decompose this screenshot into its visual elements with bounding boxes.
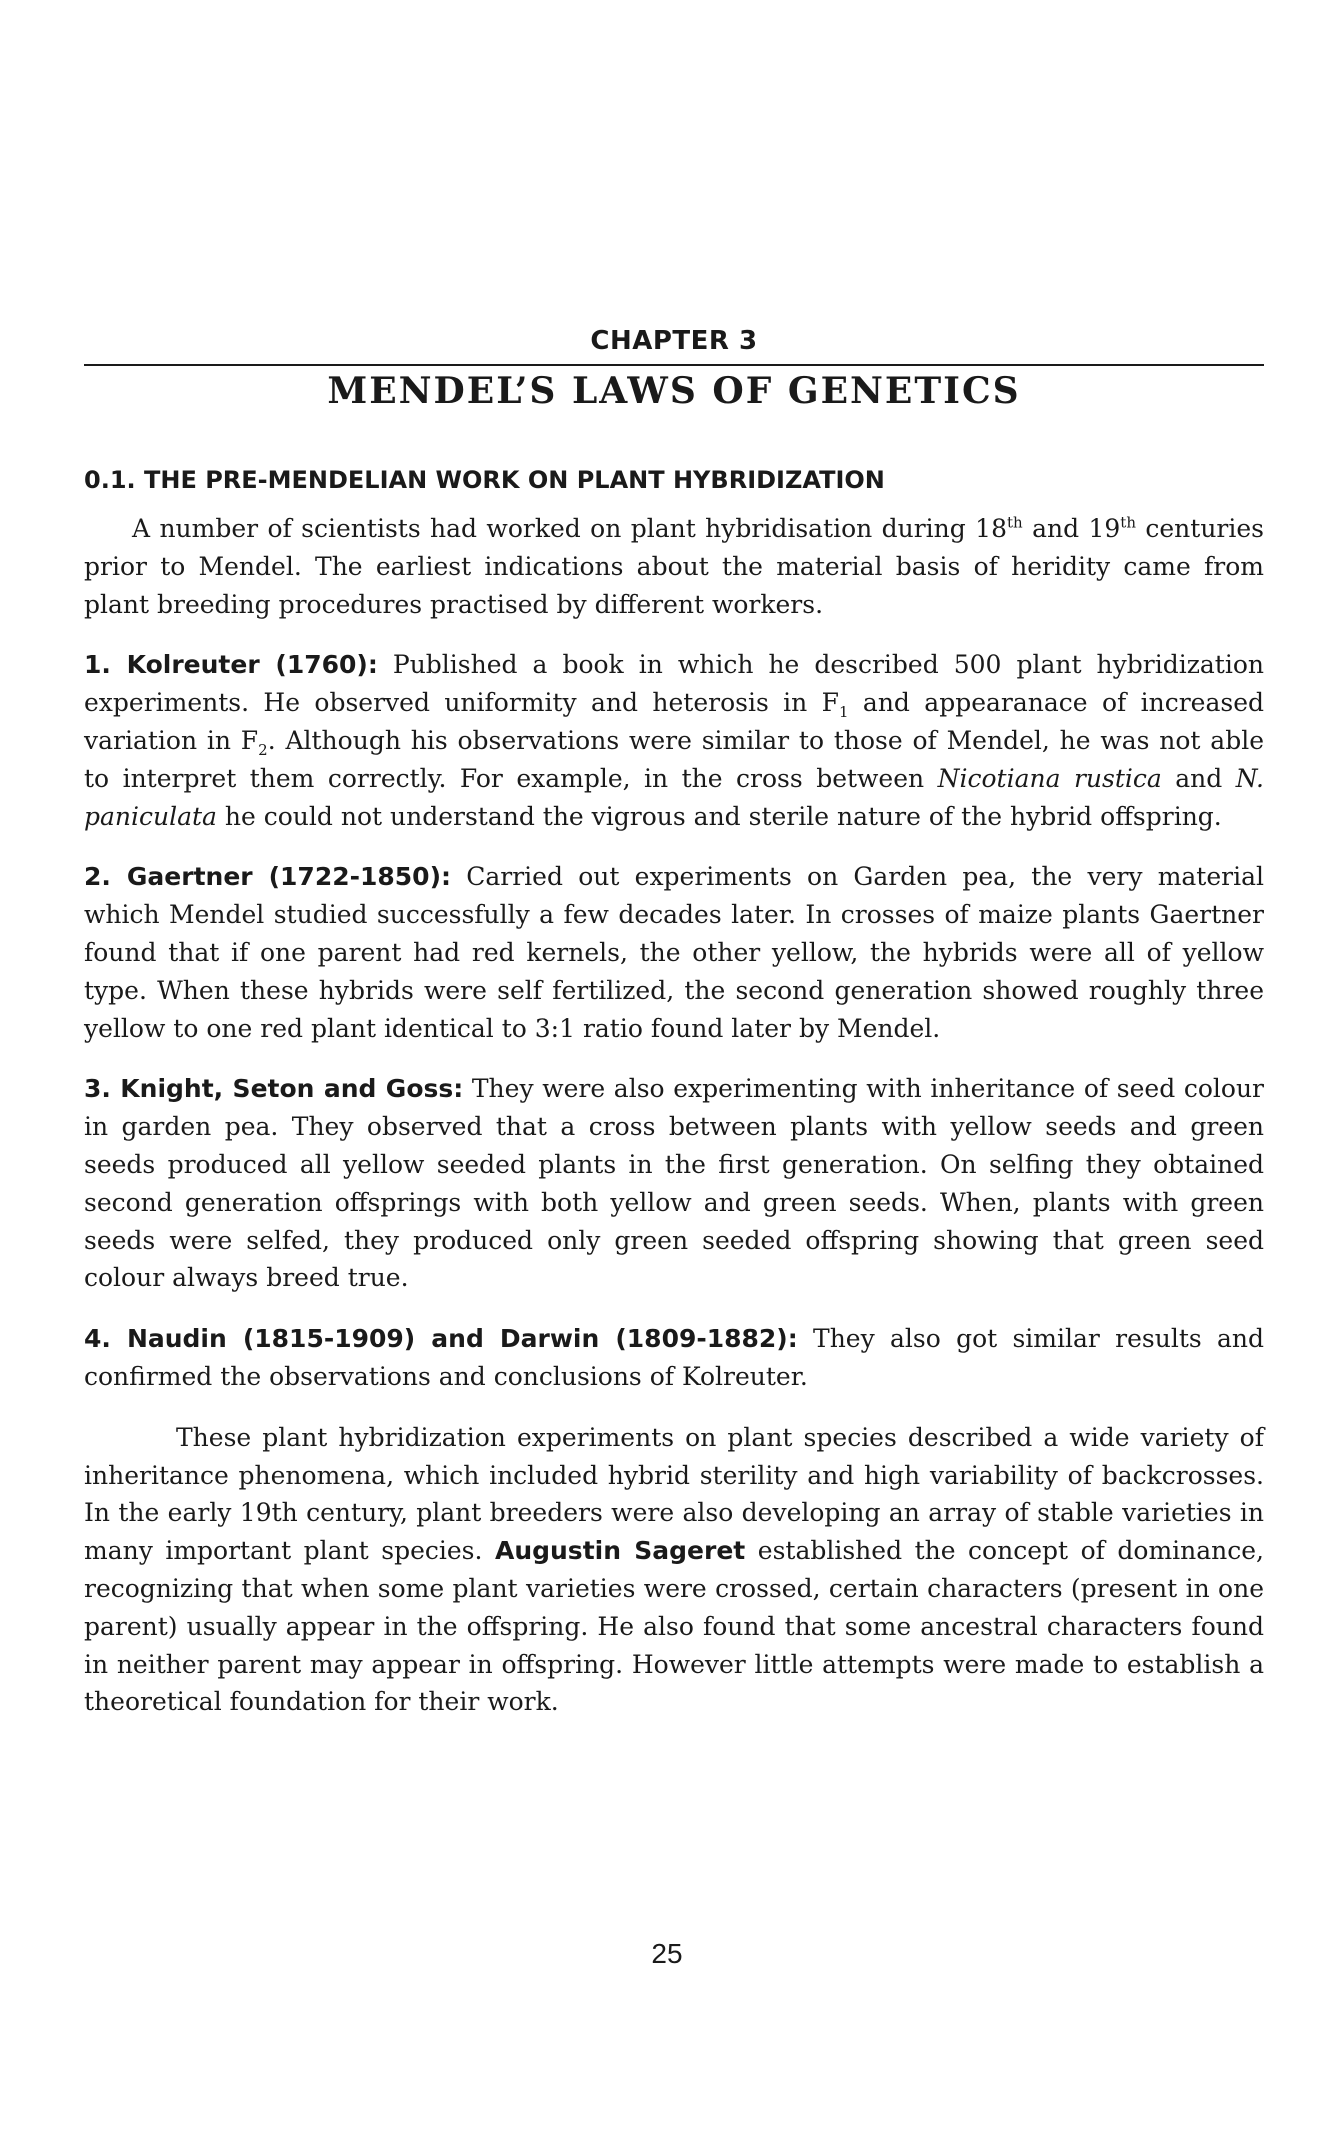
superscript: th (1006, 513, 1023, 532)
gaertner-text: Carried out experiments on Garden pea, the very material which Mendel studied successfully a few decades later. In crosses of maize plants Gaertner found that if one parent had red kernels, the other yellow, the hybrids were all of yellow type. When these hybrids were self fertilized, the second generation showed roughly three yellow to one red plant identical to 3:1 ratio found later by Mendel. (84, 862, 1264, 1043)
intro-text: A number of scientists had worked on plant hybridisation during 18 (132, 514, 1007, 543)
kolreuter-label: 1. Kolreuter (1760): (84, 650, 378, 680)
intro-text: centuries prior to Mendel. The earliest indications about the material basis of heridity came from plant breeding procedures practised by different workers. (84, 514, 1265, 619)
kolreuter-text: Published a book in which he described 500 plant hybridization experiments. He observed uniformity and heterosis in F (84, 650, 1264, 718)
kolreuter-paragraph (84, 646, 1264, 835)
knight-paragraph (84, 1070, 1264, 1297)
subscript: 1 (839, 703, 849, 722)
kolreuter-text: he could not understand the vigrous and sterile nature of the hybrid offspring. (216, 801, 1222, 831)
knight-label: 3. Knight, Seton and Goss: (84, 1074, 464, 1104)
superscript: th (1120, 513, 1136, 532)
closing-paragraph (84, 1419, 1264, 1721)
naudin-darwin-text: They also got similar results and confirmed the observations and conclusions of Kolreuter. (84, 1324, 1264, 1391)
kolreuter-text: and (1161, 763, 1236, 793)
species-name: N. paniculata (84, 763, 1264, 831)
section-heading: 0.1. THE PRE-MENDELIAN WORK ON PLANT HYBRIDIZATION (84, 466, 885, 494)
naudin-darwin-label: 4. Naudin (1815-1909) and Darwin (1809-1882): (84, 1324, 798, 1354)
scientist-name: Augustin Sageret (494, 1536, 746, 1566)
intro-paragraph (84, 510, 1264, 623)
chapter-divider (84, 364, 1264, 366)
chapter-label: CHAPTER 3 (590, 326, 758, 356)
closing-text: These plant hybridization experiments on plant species described a wide variety of inheritance phenomena, which included hybrid sterility and high variability of backcrosses. In the early 19th century, plant breeders were also developing an array of stable varieties in many important plant species. (84, 1422, 1264, 1566)
closing-text: established the concept of dominance, recognizing that when some plant varieties were crossed, certain characters (present in one parent) usually appear in the offspring. He also found that some ancestral characters found in neither parent may appear in offspring. However little attempts were made to establish a theoretical foundation for their work. (84, 1536, 1264, 1717)
kolreuter-text: and appearanace of increased variation in F (84, 688, 1264, 755)
kolreuter-text: . Although his observations were similar to those of Mendel, he was not able to interpret them correctly. For example, in the cross between (84, 725, 1264, 793)
body-text (84, 510, 1264, 1744)
knight-text: They were also experimenting with inheritance of seed colour in garden pea. They observed that a cross between plants with yellow seeds and green seeds produced all yellow seeded plants in the first generation. On selfing they obtained second generation offsprings with both yellow and green seeds. When, plants with green seeds were selfed, they produced only green seeded offspring showing that green seed colour always breed true. (84, 1074, 1264, 1293)
gaertner-label: 2. Gaertner (1722-1850): (84, 862, 451, 892)
subscript: 2 (258, 740, 268, 759)
chapter-title: MENDEL’S LAWS OF GENETICS (327, 370, 1021, 412)
intro-text: and 19 (1022, 514, 1121, 543)
page-number: 25 (651, 1938, 683, 1969)
species-name: Nicotiana rustica (937, 763, 1162, 793)
naudin-darwin-paragraph (84, 1320, 1264, 1396)
gaertner-paragraph (84, 858, 1264, 1047)
